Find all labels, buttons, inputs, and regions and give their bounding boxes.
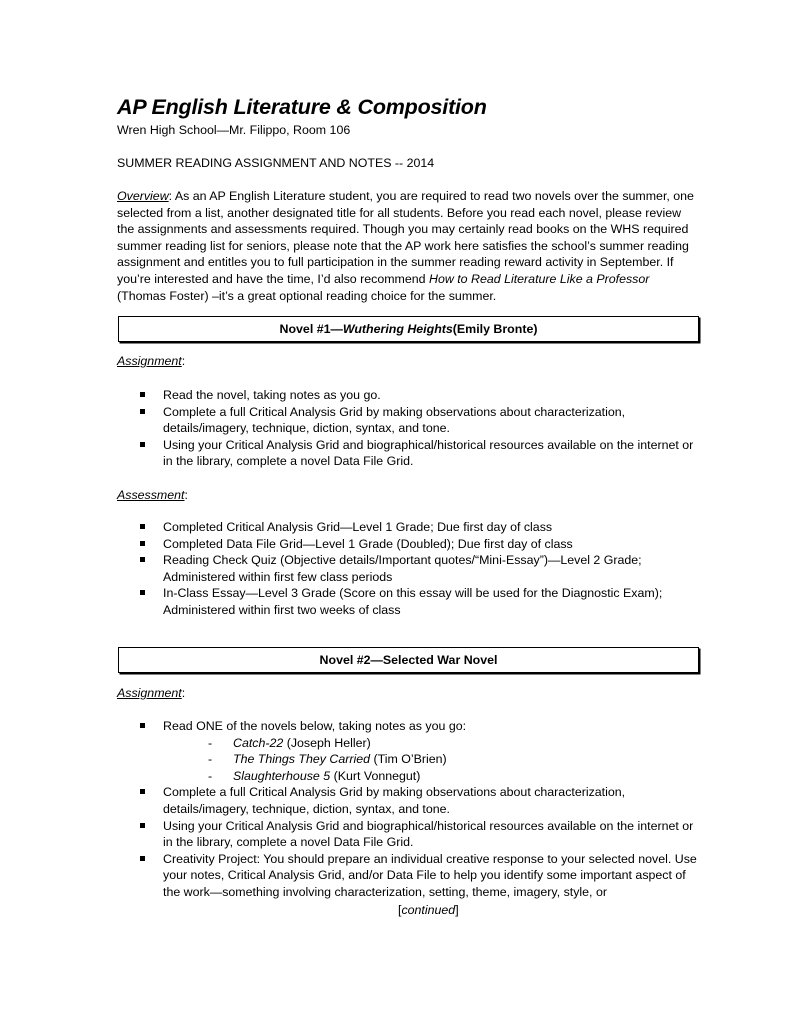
assessment-label-text: Assessment	[117, 488, 185, 502]
list-item	[140, 818, 700, 851]
list-item	[140, 404, 700, 437]
list-item-text: Creativity Project: You should prepare an individual creative response to your selected novel. Use your notes, Critical Analysis Grid, and/or Data File to help you identify some important aspect of the work—something involving characterization, setting, theme, imagery, style, or	[163, 851, 697, 899]
list-item-text: Complete a full Critical Analysis Grid by making observations about characterization, details/imagery, technique, diction, syntax, and tone.	[163, 785, 626, 816]
list-item-text: In-Class Essay—Level 3 Grade (Score on this essay will be used for the Diagnostic Exam); Administered within first two weeks of class	[163, 586, 663, 617]
list-item-text: Using your Critical Analysis Grid and biographical/historical resources available on the internet or in the library, complete a novel Data File Grid.	[163, 818, 694, 850]
novel-option-title: Slaughterhouse 5	[233, 768, 331, 783]
assignment-label-text: Assignment	[117, 354, 182, 368]
novel-1-assessment-label: Assessment:	[117, 488, 188, 502]
bullet-icon	[140, 557, 145, 562]
bullet-icon	[140, 541, 145, 546]
novel-1-assessment-list	[140, 519, 700, 619]
list-item	[140, 585, 700, 618]
list-item	[140, 387, 700, 404]
continued-open-bracket: [	[398, 903, 402, 917]
novel-option-author: (Joseph Heller)	[283, 735, 371, 750]
novel-1-prefix: Novel #1—	[279, 321, 343, 336]
continued-close-bracket: ]	[455, 903, 459, 917]
novel-option	[163, 768, 700, 785]
bullet-icon	[140, 723, 145, 728]
list-item	[140, 552, 700, 585]
novel-2-assignment-list	[140, 718, 700, 901]
school-info: Wren High School—Mr. Filippo, Room 106	[117, 123, 351, 137]
list-item-text: Reading Check Quiz (Objective details/Important quotes/“Mini-Essay”)—Level 2 Grade; Administered within first few class periods	[163, 553, 642, 584]
dash-icon: -	[208, 735, 213, 750]
bullet-icon	[140, 590, 145, 595]
list-item	[140, 851, 700, 901]
list-item-text: Completed Data File Grid—Level 1 Grade (Doubled); Due first day of class	[163, 536, 573, 551]
assignment-label-text: Assignment	[117, 686, 182, 700]
list-item-text: Read ONE of the novels below, taking notes as you go:	[163, 719, 467, 733]
novel-1-header-box	[118, 316, 699, 342]
novel-option-title: Catch-22	[233, 735, 284, 750]
list-item	[140, 519, 700, 536]
overview-book-title: How to Read Literature Like a Professor	[429, 271, 650, 286]
bullet-icon	[140, 392, 145, 397]
novel-option-author: (Kurt Vonnegut)	[330, 768, 421, 783]
novel-options-list	[163, 735, 700, 785]
novel-1-title: Wuthering Heights	[342, 321, 453, 336]
overview-text-2: (Thomas Foster) –it’s a great optional reading choice for the summer.	[117, 288, 497, 303]
bullet-icon	[140, 856, 145, 861]
list-item	[140, 536, 700, 553]
list-item	[140, 718, 700, 784]
overview-paragraph	[117, 188, 697, 304]
novel-1-author: (Emily Bronte)	[452, 321, 538, 336]
bullet-icon	[140, 442, 145, 447]
novel-2-label: Novel #2—Selected War Novel	[319, 652, 498, 667]
document-title: AP English Literature & Composition	[117, 95, 487, 119]
bullet-icon	[140, 524, 145, 529]
novel-1-assignment-label: Assignment:	[117, 354, 186, 368]
novel-2-assignment-label: Assignment:	[117, 686, 186, 700]
list-item-text: Complete a full Critical Analysis Grid by making observations about characterization, details/imagery, technique, diction, syntax, and tone.	[163, 404, 626, 436]
continued-text: continued	[401, 903, 456, 917]
continued-note	[398, 902, 459, 919]
novel-option	[163, 751, 700, 768]
list-item	[140, 437, 700, 470]
list-item-text: Completed Critical Analysis Grid—Level 1 Grade; Due first day of class	[163, 520, 553, 534]
overview-text-1: : As an AP English Literature student, you are required to read two novels over the summer, one selected from a list, another designated title for all students. Before you read each novel, please review the assignments and assessments required. Though you may certainly read books on the WHS required summer reading list for seniors, please note that the AP work here satisfies the school’s summer reading assignment and entitles you to full participation in the summer reading reward activity in September. If you’re interested and have the time, I’d also recommend	[117, 189, 694, 286]
dash-icon: -	[208, 752, 213, 767]
overview-label: Overview	[117, 189, 169, 203]
assignment-heading: SUMMER READING ASSIGNMENT AND NOTES -- 2014	[117, 156, 435, 170]
novel-1-assignment-list	[140, 387, 700, 470]
list-item-text: Using your Critical Analysis Grid and biographical/historical resources available on the internet or in the library, complete a novel Data File Grid.	[163, 437, 694, 469]
list-item	[140, 784, 700, 817]
list-item-text: Read the novel, taking notes as you go.	[163, 388, 381, 402]
dash-icon: -	[208, 768, 213, 783]
bullet-icon	[140, 823, 145, 828]
bullet-icon	[140, 789, 145, 794]
novel-2-header-box	[118, 647, 699, 673]
novel-option	[163, 735, 700, 752]
novel-option-title: The Things They Carried	[233, 752, 371, 767]
bullet-icon	[140, 409, 145, 414]
novel-option-author: (Tim O’Brien)	[370, 752, 447, 767]
